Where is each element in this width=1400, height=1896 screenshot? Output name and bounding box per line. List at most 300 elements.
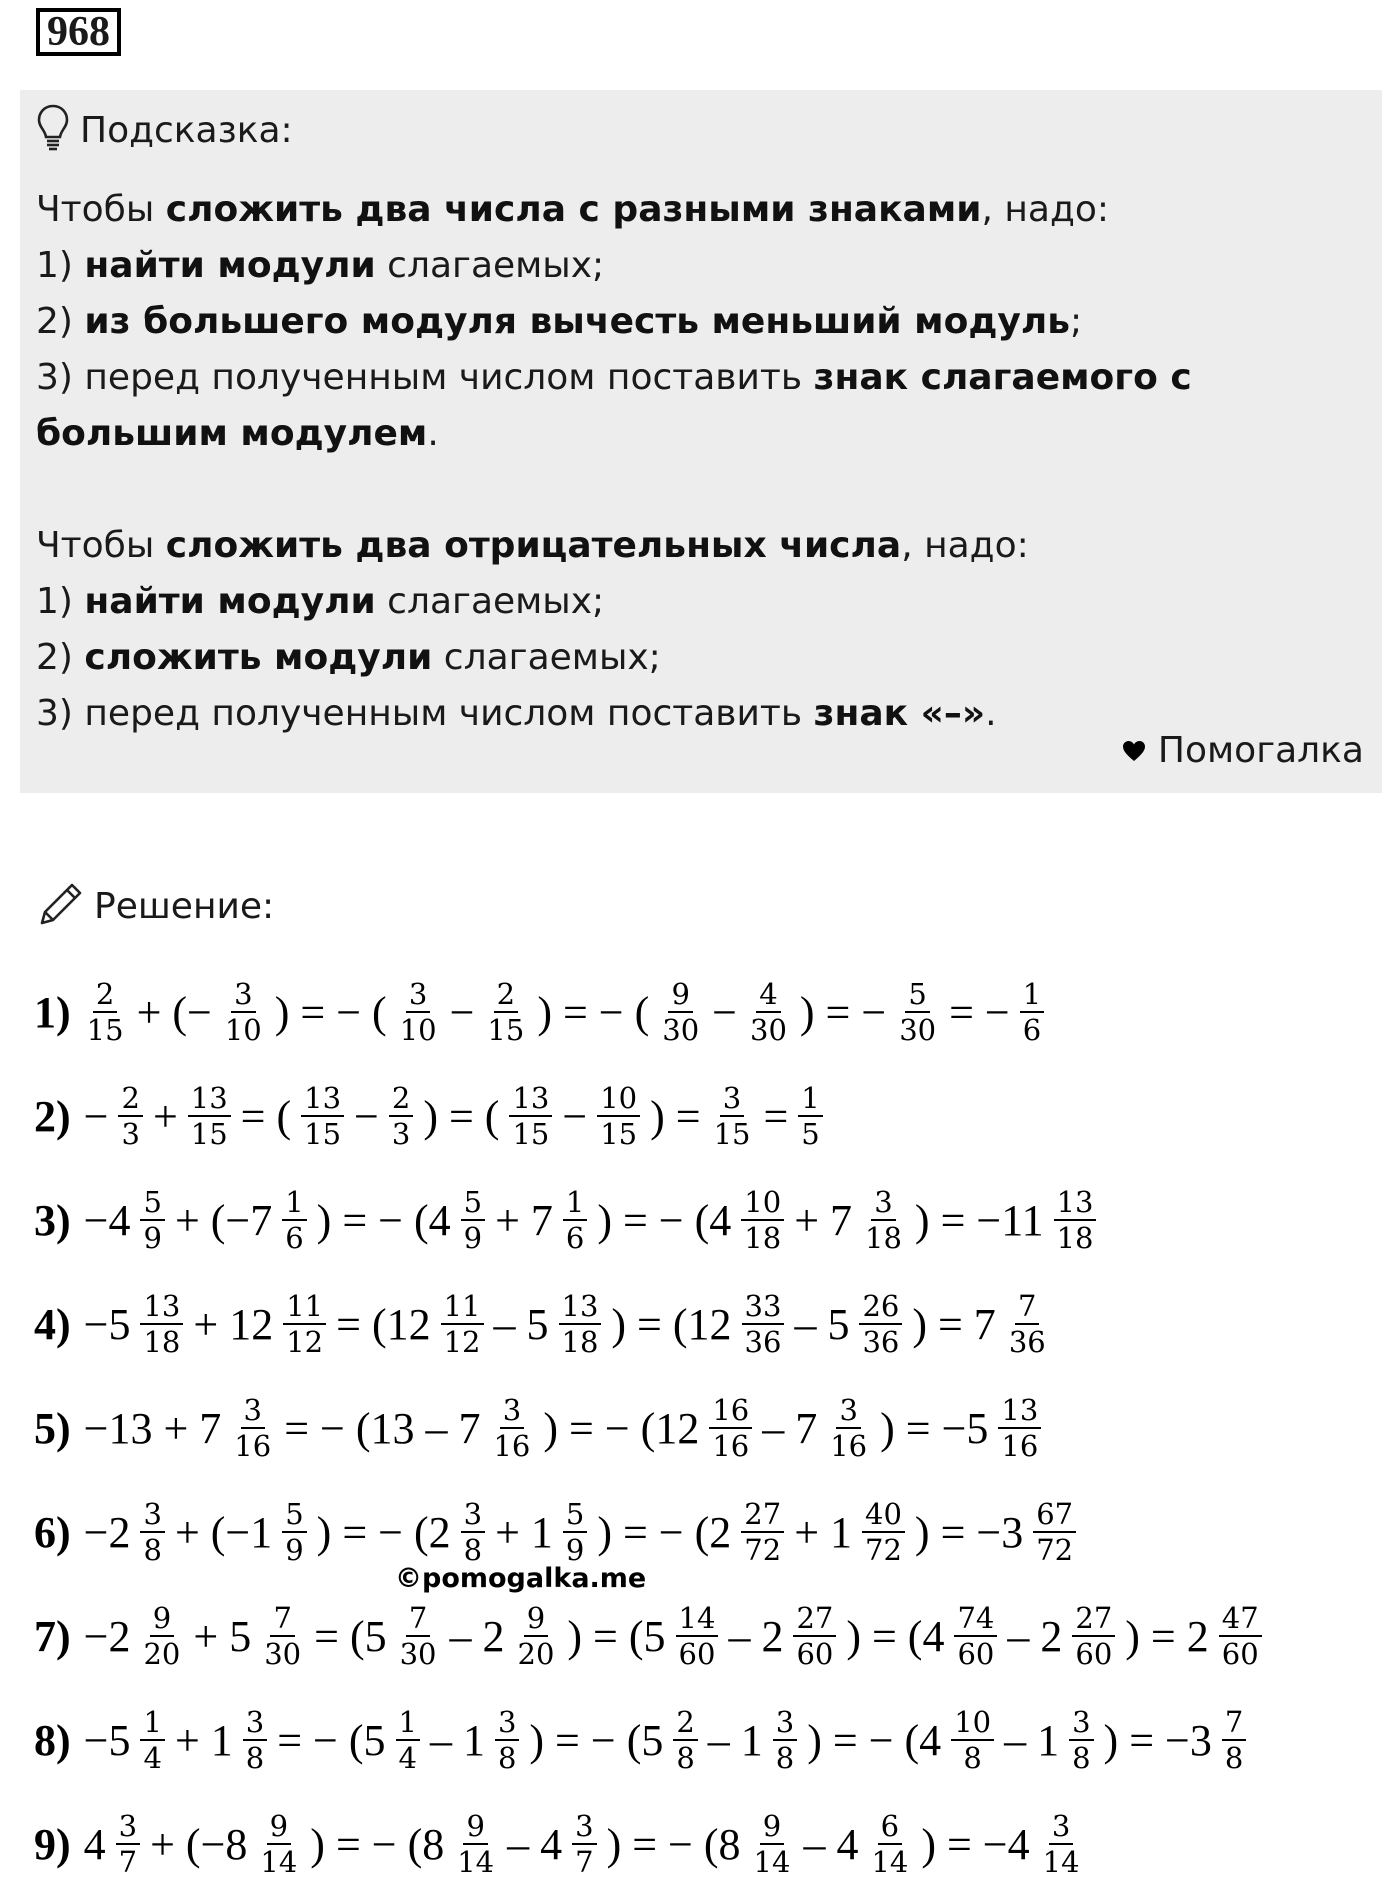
denominator: 20	[517, 1637, 555, 1671]
hint-title: Подсказка:	[80, 109, 293, 151]
solution-title: Решение:	[94, 885, 275, 927]
numerator: 3	[116, 1809, 140, 1845]
numerator: 5	[905, 977, 929, 1013]
numerator: 11	[441, 1289, 484, 1325]
expression-text: −13 + 7	[83, 1403, 222, 1453]
hint-segment: слагаемых;	[375, 245, 605, 286]
fraction	[397, 977, 440, 1047]
fraction	[441, 1289, 484, 1359]
fraction	[222, 977, 265, 1047]
expression-text: +	[152, 1091, 178, 1141]
line-number: 1)	[34, 987, 71, 1037]
denominator: 9	[463, 1221, 483, 1255]
fraction	[282, 1185, 306, 1255]
fraction	[1054, 1185, 1097, 1255]
expression-text: ) = −5	[880, 1403, 989, 1453]
line-number: 2)	[34, 1091, 71, 1141]
hint-line	[36, 182, 1360, 238]
expression-text: = (	[240, 1091, 292, 1141]
fraction	[283, 1289, 326, 1359]
fraction	[231, 1393, 274, 1463]
line-number: 9)	[34, 1819, 71, 1869]
solution-header	[36, 876, 274, 936]
fraction	[140, 1601, 183, 1671]
numerator: 3	[773, 1705, 797, 1741]
expression-text: ) = −11	[914, 1195, 1044, 1245]
fraction	[676, 1601, 719, 1671]
expression-text: + 5	[193, 1611, 252, 1661]
numerator: 9	[150, 1601, 174, 1637]
expression-text: −	[354, 1091, 379, 1141]
fraction	[389, 1081, 413, 1151]
numerator: 3	[836, 1393, 860, 1429]
denominator: 8	[1224, 1741, 1244, 1775]
numerator: 9	[524, 1601, 548, 1637]
denominator: 30	[899, 1013, 937, 1047]
denominator: 18	[143, 1325, 181, 1359]
hint-text	[36, 182, 1360, 742]
fraction	[709, 1393, 752, 1463]
numerator: 26	[859, 1289, 902, 1325]
numerator: 3	[572, 1809, 596, 1845]
denominator: 15	[86, 1013, 124, 1047]
expression-text: = −	[949, 987, 1010, 1037]
hint-box	[20, 90, 1382, 793]
expression-text: 4	[83, 1819, 106, 1869]
denominator: 60	[1221, 1637, 1259, 1671]
fraction	[741, 1497, 784, 1567]
expression-text: – 5	[493, 1299, 549, 1349]
numerator: 13	[559, 1289, 602, 1325]
fraction	[1040, 1809, 1083, 1879]
line-number: 6)	[34, 1507, 71, 1557]
expression-text: – 4	[803, 1819, 859, 1869]
solution-list	[34, 960, 1267, 1896]
numerator: 33	[742, 1289, 785, 1325]
fraction	[1219, 1601, 1262, 1671]
brand-name: Помогалка	[1157, 730, 1364, 771]
numerator: 5	[282, 1497, 306, 1533]
expression-text: ) = − (4	[316, 1195, 451, 1245]
denominator: 16	[493, 1429, 531, 1463]
denominator: 10	[224, 1013, 262, 1047]
hint-emphasis: найти модули	[84, 245, 376, 286]
fraction	[397, 1601, 440, 1671]
numerator: 7	[270, 1601, 294, 1637]
expression-text: ) = −	[799, 987, 887, 1037]
numerator: 13	[1054, 1185, 1097, 1221]
fraction	[563, 1185, 587, 1255]
fraction	[572, 1809, 596, 1879]
numerator: 1	[140, 1705, 164, 1741]
fraction	[859, 1289, 902, 1359]
fraction	[515, 1601, 558, 1671]
expression-text: ) = 2	[1125, 1611, 1209, 1661]
denominator: 15	[512, 1117, 550, 1151]
solution-line	[34, 1688, 1267, 1792]
solution-line	[34, 1168, 1267, 1272]
denominator: 18	[561, 1325, 599, 1359]
expression-text: ) =	[650, 1091, 701, 1141]
expression-text: – 1	[1004, 1715, 1060, 1765]
denominator: 15	[713, 1117, 751, 1151]
fraction	[282, 1497, 306, 1567]
fraction	[954, 1601, 997, 1671]
expression-text: – 2	[1007, 1611, 1063, 1661]
numerator: 6	[878, 1809, 902, 1845]
numerator: 27	[1072, 1601, 1115, 1637]
expression-text: = (5	[314, 1611, 387, 1661]
hint-segment: слагаемых;	[432, 637, 661, 678]
denominator: 9	[143, 1221, 162, 1255]
denominator: 8	[963, 1741, 982, 1775]
numerator: 3	[140, 1497, 164, 1533]
solution-line	[34, 1272, 1267, 1376]
fraction	[461, 1185, 485, 1255]
fraction	[751, 1809, 794, 1879]
paragraph-gap	[36, 462, 1360, 518]
denominator: 15	[600, 1117, 638, 1151]
denominator: 14	[871, 1845, 909, 1879]
denominator: 14	[260, 1845, 298, 1879]
numerator: 1	[396, 1705, 420, 1741]
expression-text: ) = −4	[921, 1819, 1030, 1869]
denominator: 4	[143, 1741, 162, 1775]
expression-text: + 1	[495, 1507, 553, 1557]
denominator: 60	[678, 1637, 716, 1671]
fraction	[673, 1705, 697, 1775]
numerator: 1	[282, 1185, 306, 1221]
fraction	[84, 977, 127, 1047]
hint-emphasis: сложить два числа с разными знаками	[165, 189, 982, 230]
hint-emphasis: знак «–»	[813, 693, 986, 734]
numerator: 10	[741, 1185, 784, 1221]
expression-text: – 2	[449, 1611, 505, 1661]
denominator: 30	[264, 1637, 302, 1671]
fraction	[998, 1393, 1041, 1463]
numerator: 3	[1069, 1705, 1093, 1741]
fraction	[243, 1705, 267, 1775]
fraction	[827, 1393, 870, 1463]
numerator: 9	[760, 1809, 784, 1845]
fraction	[742, 1289, 785, 1359]
fraction	[509, 1081, 552, 1151]
denominator: 8	[676, 1741, 695, 1775]
expression-text: ) = (4	[846, 1611, 945, 1661]
hint-line	[36, 518, 1360, 574]
watermark: ©pomogalka.me	[395, 1563, 647, 1594]
solution-line	[34, 1064, 1267, 1168]
numerator: 1	[563, 1185, 587, 1221]
numerator: 3	[1049, 1809, 1073, 1845]
expression-text: −5	[83, 1715, 131, 1765]
expression-text: −	[83, 1091, 109, 1141]
fraction	[741, 1185, 784, 1255]
hint-segment: ;	[1070, 301, 1083, 342]
expression-text: + (−7	[174, 1195, 273, 1245]
numerator: 5	[140, 1185, 164, 1221]
numerator: 27	[741, 1497, 784, 1533]
expression-text: ) = − (8	[310, 1819, 445, 1869]
solution-line	[34, 1584, 1267, 1688]
expression-text: – 5	[794, 1299, 850, 1349]
fraction	[1033, 1497, 1076, 1567]
denominator: 15	[190, 1117, 228, 1151]
fraction	[140, 1497, 164, 1567]
expression-text: −2	[83, 1507, 131, 1557]
fraction	[597, 1081, 640, 1151]
numerator: 13	[188, 1081, 231, 1117]
expression-text: ) = − (4	[597, 1195, 732, 1245]
denominator: 8	[775, 1741, 795, 1775]
line-number: 3)	[34, 1195, 71, 1245]
hint-segment: слагаемых;	[375, 581, 605, 622]
numerator: 9	[668, 977, 692, 1013]
fraction	[301, 1081, 344, 1151]
expression-text: =	[763, 1091, 789, 1141]
expression-text: + (−1	[174, 1507, 273, 1557]
denominator: 7	[118, 1845, 138, 1879]
line-number: 5)	[34, 1403, 71, 1453]
fraction	[798, 1081, 822, 1151]
numerator: 40	[862, 1497, 905, 1533]
pencil-icon	[36, 879, 86, 933]
expression-text: + 12	[193, 1299, 274, 1349]
hint-line	[36, 630, 1360, 686]
denominator: 8	[245, 1741, 265, 1775]
denominator: 30	[399, 1637, 437, 1671]
fraction	[868, 1809, 911, 1879]
lightbulb-icon	[36, 103, 70, 157]
numerator: 13	[998, 1393, 1041, 1429]
numerator: 3	[495, 1705, 519, 1741]
numerator: 2	[93, 977, 117, 1013]
expression-text: – 1	[707, 1715, 763, 1765]
hint-line	[36, 238, 1360, 294]
fraction	[1020, 977, 1044, 1047]
fraction	[862, 1497, 905, 1567]
hint-segment: 3) перед полученным числом поставить	[36, 357, 814, 398]
denominator: 3	[391, 1117, 411, 1151]
denominator: 60	[796, 1637, 834, 1671]
line-number: 4)	[34, 1299, 71, 1349]
fraction	[140, 1185, 164, 1255]
expression-text: −	[712, 987, 737, 1037]
expression-text: + 1	[794, 1507, 853, 1557]
hint-segment: Чтобы	[36, 525, 166, 566]
hint-segment: , надо:	[981, 189, 1110, 230]
fraction	[116, 1809, 140, 1879]
numerator: 9	[463, 1809, 487, 1845]
numerator: 3	[241, 1393, 265, 1429]
numerator: 5	[563, 1497, 587, 1533]
expression-text: ) = − (2	[316, 1507, 451, 1557]
numerator: 1	[798, 1081, 822, 1117]
expression-text: = − (13 – 7	[284, 1403, 481, 1453]
brand-signature	[1122, 730, 1364, 771]
denominator: 6	[285, 1221, 304, 1255]
numerator: 10	[597, 1081, 640, 1117]
hint-segment: .	[427, 413, 439, 454]
expression-text: −	[562, 1091, 588, 1141]
numerator: 5	[461, 1185, 485, 1221]
numerator: 2	[389, 1081, 413, 1117]
expression-text: = − (5	[277, 1715, 386, 1765]
numerator: 3	[231, 977, 255, 1013]
hint-segment: 1)	[36, 245, 85, 286]
hint-segment: , надо:	[901, 525, 1029, 566]
hint-emphasis: из большего модуля вычесть меньший модуль	[84, 301, 1071, 342]
denominator: 8	[143, 1533, 162, 1567]
fraction	[747, 977, 790, 1047]
denominator: 8	[497, 1741, 517, 1775]
expression-text: −4	[83, 1195, 131, 1245]
numerator: 3	[871, 1185, 895, 1221]
numerator: 14	[676, 1601, 719, 1637]
expression-text: ) = − (12	[543, 1403, 700, 1453]
numerator: 27	[793, 1601, 836, 1637]
denominator: 14	[753, 1845, 791, 1879]
numerator: 13	[509, 1081, 552, 1117]
denominator: 12	[443, 1325, 481, 1359]
numerator: 3	[461, 1497, 485, 1533]
hint-segment: 1)	[36, 581, 85, 622]
denominator: 16	[234, 1429, 272, 1463]
expression-text: ) = (	[423, 1091, 500, 1141]
line-number: 8)	[34, 1715, 71, 1765]
denominator: 16	[1001, 1429, 1039, 1463]
hint-emphasis: сложить два отрицательных числа	[165, 525, 902, 566]
expression-text: – 1	[429, 1715, 485, 1765]
hint-emphasis: найти модули	[84, 581, 376, 622]
denominator: 18	[865, 1221, 902, 1255]
hint-emphasis: знак слагаемого с большим модулем	[36, 357, 1192, 454]
hint-segment: 3) перед полученным числом поставить	[36, 693, 814, 734]
numerator: 3	[720, 1081, 744, 1117]
expression-text: −2	[83, 1611, 131, 1661]
hint-segment: Чтобы	[36, 189, 166, 230]
heart-icon	[1122, 740, 1146, 762]
fraction	[559, 1289, 602, 1359]
denominator: 18	[744, 1221, 782, 1255]
hint-segment: 2)	[36, 637, 85, 678]
numerator: 7	[406, 1601, 430, 1637]
denominator: 14	[1042, 1845, 1080, 1879]
expression-text: + (−8	[150, 1819, 248, 1869]
fraction	[495, 1705, 519, 1775]
hint-header	[36, 100, 293, 160]
numerator: 7	[1015, 1289, 1039, 1325]
fraction	[461, 1497, 485, 1567]
expression-text: ) = −3	[1103, 1715, 1212, 1765]
numerator: 3	[243, 1705, 267, 1741]
fraction	[896, 977, 939, 1047]
denominator: 60	[957, 1637, 995, 1671]
expression-text: ) = −3	[914, 1507, 1024, 1557]
denominator: 6	[1022, 1013, 1042, 1047]
numerator: 3	[406, 977, 430, 1013]
fraction	[793, 1601, 836, 1671]
expression-text: + 1	[174, 1715, 233, 1765]
fraction	[118, 1081, 142, 1151]
numerator: 11	[283, 1289, 326, 1325]
expression-text: −5	[83, 1299, 131, 1349]
denominator: 14	[457, 1845, 495, 1879]
denominator: 72	[1036, 1533, 1074, 1567]
fraction	[484, 977, 527, 1047]
fraction	[773, 1705, 797, 1775]
denominator: 4	[398, 1741, 417, 1775]
numerator: 13	[301, 1081, 344, 1117]
denominator: 16	[830, 1429, 868, 1463]
expression-text: – 4	[507, 1819, 563, 1869]
numerator: 7	[1222, 1705, 1246, 1741]
fraction	[659, 977, 702, 1047]
numerator: 2	[673, 1705, 697, 1741]
fraction	[257, 1809, 300, 1879]
expression-text: + 7	[794, 1195, 853, 1245]
denominator: 10	[399, 1013, 437, 1047]
denominator: 36	[744, 1325, 782, 1359]
numerator: 9	[267, 1809, 291, 1845]
fraction	[490, 1393, 533, 1463]
denominator: 6	[565, 1221, 585, 1255]
fraction	[140, 1705, 164, 1775]
denominator: 30	[662, 1013, 700, 1047]
hint-segment: .	[985, 693, 997, 734]
fraction	[188, 1081, 231, 1151]
expression-text: + (−	[136, 987, 212, 1037]
denominator: 5	[801, 1117, 820, 1151]
expression-text: ) = − (	[274, 987, 387, 1037]
solution-line	[34, 1376, 1267, 1480]
fraction	[1069, 1705, 1093, 1775]
denominator: 9	[285, 1533, 304, 1567]
denominator: 3	[121, 1117, 140, 1151]
numerator: 16	[709, 1393, 752, 1429]
hint-line	[36, 350, 1360, 462]
numerator: 10	[951, 1705, 994, 1741]
expression-text: ) = − (	[537, 987, 650, 1037]
task-number: 968	[36, 8, 121, 56]
hint-line	[36, 574, 1360, 630]
hint-segment: 2)	[36, 301, 85, 342]
denominator: 8	[463, 1533, 483, 1567]
numerator: 2	[118, 1081, 142, 1117]
denominator: 15	[487, 1013, 525, 1047]
fraction	[1072, 1601, 1115, 1671]
fraction	[862, 1185, 905, 1255]
denominator: 60	[1075, 1637, 1113, 1671]
numerator: 47	[1219, 1601, 1262, 1637]
expression-text: = (12	[336, 1299, 431, 1349]
denominator: 30	[750, 1013, 787, 1047]
fraction	[454, 1809, 497, 1879]
numerator: 2	[494, 977, 518, 1013]
fraction	[711, 1081, 754, 1151]
fraction	[261, 1601, 304, 1671]
numerator: 1	[1020, 977, 1044, 1013]
denominator: 36	[1008, 1325, 1046, 1359]
denominator: 12	[286, 1325, 324, 1359]
hint-emphasis: сложить модули	[84, 637, 433, 678]
solution-line	[34, 1792, 1267, 1896]
expression-text: −	[449, 987, 475, 1037]
solution-line	[34, 1480, 1267, 1584]
fraction	[1006, 1289, 1049, 1359]
expression-text: ) = − (2	[597, 1507, 732, 1557]
solution-line	[34, 960, 1267, 1064]
